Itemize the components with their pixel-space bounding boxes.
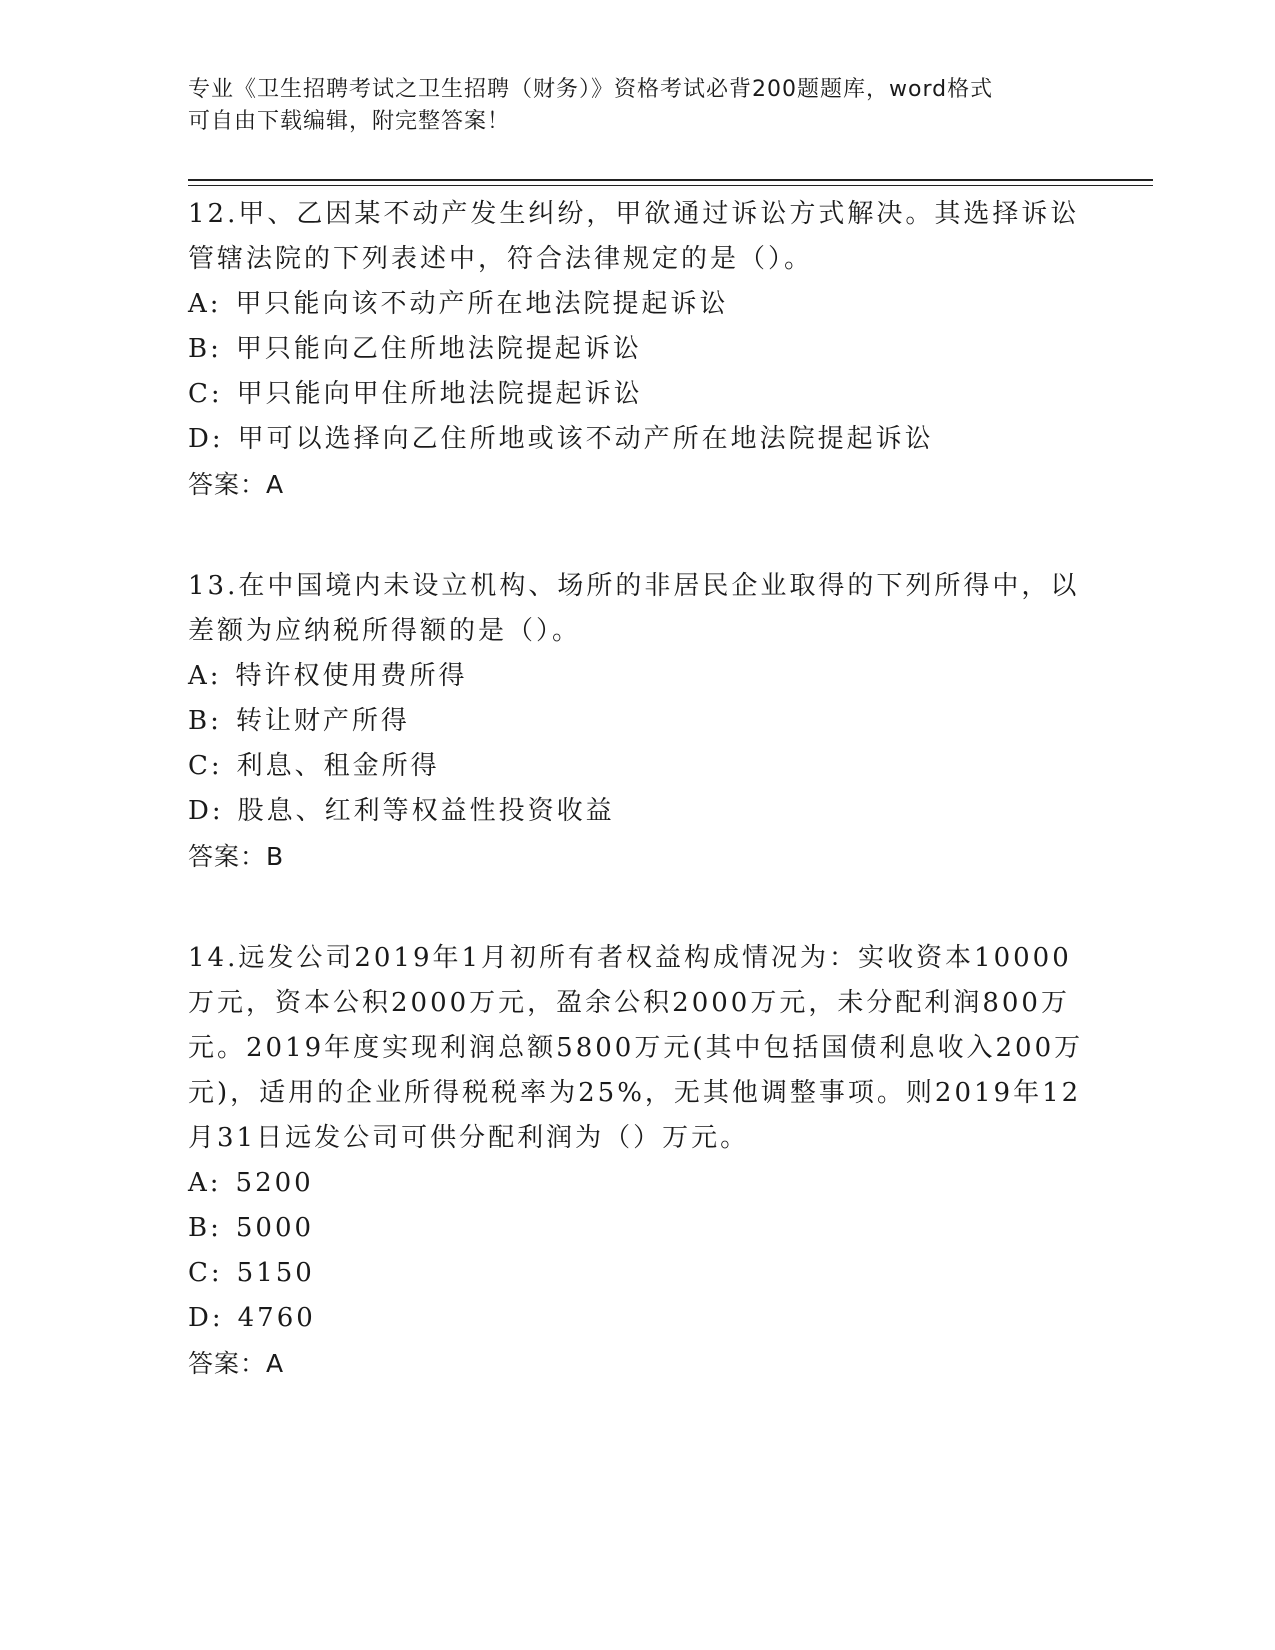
- option-text: 4760: [237, 1303, 316, 1333]
- answer-line: 答案：A: [188, 1349, 285, 1378]
- answer-line: 答案：A: [188, 470, 285, 499]
- header-rule-thick: [188, 179, 1153, 181]
- option-text: 5000: [235, 1213, 315, 1243]
- question-stem-line: 管辖法院的下列表述中，符合法律规定的是（）。: [188, 244, 814, 274]
- option-c: [188, 1251, 1088, 1296]
- option-d: [188, 789, 1088, 834]
- document-header: [188, 74, 1088, 138]
- question-12: [188, 192, 1088, 508]
- option-letter: C:: [188, 751, 223, 781]
- option-text: 甲只能向该不动产所在地法院提起诉讼: [235, 289, 729, 319]
- option-letter: C:: [188, 379, 223, 409]
- option-c: [188, 372, 1088, 417]
- question-stem-line: 差额为应纳税所得额的是（）。: [188, 616, 582, 646]
- question-stem-line: 元)，适用的企业所得税税率为25%，无其他调整事项。则2019年12: [188, 1078, 1082, 1108]
- option-a: [188, 282, 1088, 327]
- option-b: [188, 1206, 1088, 1251]
- question-stem-line: 万元，资本公积2000万元，盈余公积2000万元，未分配利润800万: [188, 988, 1070, 1018]
- option-text: 甲只能向乙住所地法院提起诉讼: [235, 334, 642, 364]
- option-letter: D:: [188, 1303, 224, 1333]
- question-list: [188, 192, 1088, 1443]
- answer-line: 答案：B: [188, 842, 285, 871]
- option-text: 股息、红利等权益性投资收益: [237, 796, 615, 826]
- option-b: [188, 327, 1088, 372]
- option-letter: A:: [188, 1168, 222, 1198]
- header-line-2: 可自由下载编辑，附完整答案！: [188, 109, 511, 134]
- option-letter: A:: [188, 289, 222, 319]
- header-rule-thin: [188, 185, 1153, 186]
- option-text: 利息、租金所得: [236, 751, 440, 781]
- question-stem-line: 12.甲、乙因某不动产发生纠纷，甲欲通过诉讼方式解决。其选择诉讼: [188, 199, 1080, 229]
- option-text: 特许权使用费所得: [235, 661, 468, 691]
- question-14: [188, 936, 1088, 1387]
- option-text: 5150: [236, 1258, 315, 1288]
- option-text: 转让财产所得: [235, 706, 410, 736]
- option-letter: B:: [188, 334, 222, 364]
- option-b: [188, 699, 1088, 744]
- option-a: [188, 1161, 1088, 1206]
- option-text: 甲可以选择向乙住所地或该不动产所在地法院提起诉讼: [237, 424, 934, 454]
- question-stem-line: 14.远发公司2019年1月初所有者权益构成情况为：实收资本10000: [188, 943, 1072, 973]
- option-letter: D:: [188, 424, 224, 454]
- question-stem-line: 月31日远发公司可供分配利润为（）万元。: [188, 1123, 750, 1153]
- question-13: [188, 564, 1088, 880]
- option-d: [188, 417, 1088, 462]
- option-letter: B:: [188, 1213, 222, 1243]
- question-stem-line: 元。2019年度实现利润总额5800万元(其中包括国债利息收入200万: [188, 1033, 1084, 1063]
- option-text: 5200: [235, 1168, 314, 1198]
- header-line-1: 专业《卫生招聘考试之卫生招聘（财务）》资格考试必背200题题库，word格式: [188, 77, 994, 102]
- option-text: 甲只能向甲住所地法院提起诉讼: [236, 379, 643, 409]
- option-letter: A:: [188, 661, 222, 691]
- question-stem-line: 13.在中国境内未设立机构、场所的非居民企业取得的下列所得中，以: [188, 571, 1080, 601]
- option-letter: B:: [188, 706, 222, 736]
- option-a: [188, 654, 1088, 699]
- option-letter: C:: [188, 1258, 223, 1288]
- option-c: [188, 744, 1088, 789]
- option-d: [188, 1296, 1088, 1341]
- option-letter: D:: [188, 796, 224, 826]
